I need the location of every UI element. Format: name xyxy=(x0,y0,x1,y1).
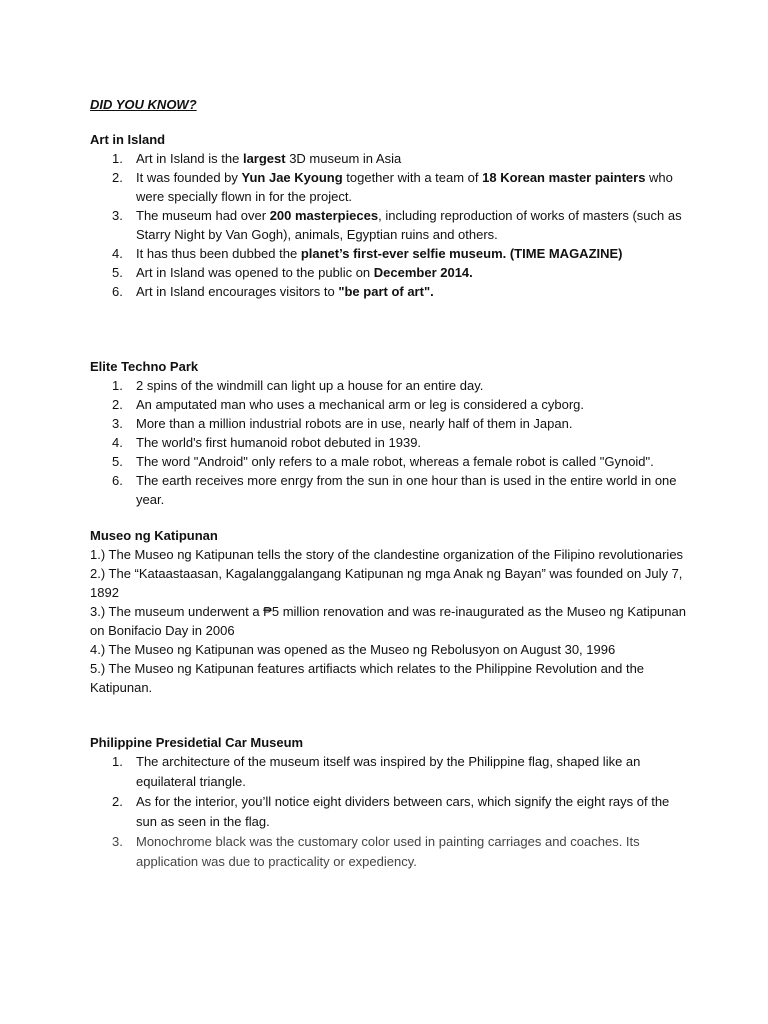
list-item xyxy=(90,752,690,792)
item-text: An amputated man who uses a mechanical arm or leg is considered a cyborg. xyxy=(136,397,585,412)
item-text: , including reproduction of works of masters (such as Starry Night by Van Gogh), animals, Egyptian ruins and others. xyxy=(136,208,682,242)
list-item xyxy=(90,471,690,509)
page-title: DID YOU KNOW? xyxy=(90,97,197,112)
item-number: 3. xyxy=(112,834,123,849)
list-item xyxy=(90,792,690,832)
item-bold-text: largest xyxy=(242,151,286,166)
list-item: 1.) The Museo ng Katipunan tells the story of the clandestine organization of the Filipino revolutionaries xyxy=(90,547,684,562)
list-item xyxy=(90,832,690,872)
item-text: Art in Island was opened to the public on xyxy=(136,265,374,280)
list-item xyxy=(90,376,690,395)
document-page xyxy=(90,95,690,872)
item-text: As for the interior, you’ll notice eight dividers between cars, which signify the eight rays of the sun as seen in the flag. xyxy=(136,794,670,829)
section-title-elite-techno-park: Elite Techno Park xyxy=(90,359,199,374)
list-item: 2.) The “Kataastaasan, Kagalanggalangang Katipunan ng mga Anak ng Bayan” was founded on July 7, 1892 xyxy=(90,566,683,600)
item-number: 1. xyxy=(112,378,123,393)
item-text: Art in Island is the xyxy=(136,151,243,166)
list-item: 5.) The Museo ng Katipunan features artifiacts which relates to the Philippine Revolution and the Katipunan. xyxy=(90,661,645,695)
list-item xyxy=(90,395,690,414)
list-item xyxy=(90,206,690,244)
item-text: 2 spins of the windmill can light up a house for an entire day. xyxy=(136,378,484,393)
item-bold-text: planet’s first-ever selfie museum. (TIME MAGAZINE) xyxy=(300,246,623,261)
item-text: Monochrome black was the customary color used in painting carriages and coaches. Its application was due to practicality or expediency. xyxy=(136,834,640,869)
list-item xyxy=(90,149,690,168)
item-bold-text: 18 Korean master painters xyxy=(482,170,646,185)
museo-ng-katipunan-list xyxy=(90,545,690,697)
item-number: 4. xyxy=(112,246,123,261)
art-in-island-list xyxy=(90,149,690,301)
spacer xyxy=(90,301,690,357)
list-item xyxy=(90,282,690,301)
item-number: 1. xyxy=(112,151,123,166)
item-text: It was founded by xyxy=(136,170,242,185)
item-text: Art in Island encourages visitors to xyxy=(136,284,339,299)
list-item xyxy=(90,452,690,471)
item-text: The architecture of the museum itself was inspired by the Philippine flag, shaped like an equilateral triangle. xyxy=(136,754,641,789)
list-item: 4.) The Museo ng Katipunan was opened as the Museo ng Rebolusyon on August 30, 1996 xyxy=(90,642,616,657)
list-item: 3.) The museum underwent a ₱5 million renovation and was re-inaugurated as the Museo ng Katipunan on Bonifacio Day in 2006 xyxy=(90,604,686,638)
item-number: 1. xyxy=(112,754,123,769)
item-bold-text: 200 masterpieces xyxy=(269,208,379,223)
item-bold-text: December 2014. xyxy=(373,265,473,280)
item-text: The museum had over xyxy=(136,208,270,223)
item-number: 2. xyxy=(112,397,123,412)
item-bold-text: "be part of art". xyxy=(338,284,434,299)
item-text: It has thus been dubbed the xyxy=(136,246,301,261)
section-title-presidential-car-museum: Philippine Presidetial Car Museum xyxy=(90,735,304,750)
elite-techno-park-list xyxy=(90,376,690,509)
item-text: The earth receives more enrgy from the sun in one hour than is used in the entire world in one year. xyxy=(136,473,677,507)
item-text: The world's first humanoid robot debuted in 1939. xyxy=(136,435,422,450)
item-number: 4. xyxy=(112,435,123,450)
item-text: together with a team of xyxy=(342,170,483,185)
item-number: 5. xyxy=(112,265,123,280)
item-number: 2. xyxy=(112,794,123,809)
list-item xyxy=(90,244,690,263)
item-text: The word "Android" only refers to a male robot, whereas a female robot is called "Gynoid". xyxy=(136,454,654,469)
item-number: 6. xyxy=(112,473,123,488)
item-number: 3. xyxy=(112,416,123,431)
item-number: 3. xyxy=(112,208,123,223)
list-item xyxy=(90,433,690,452)
spacer xyxy=(90,697,690,733)
list-item xyxy=(90,168,690,206)
section-title-art-in-island: Art in Island xyxy=(90,132,166,147)
list-item xyxy=(90,414,690,433)
section-title-museo-ng-katipunan: Museo ng Katipunan xyxy=(90,528,218,543)
presidential-car-museum-list xyxy=(90,752,690,872)
spacer xyxy=(90,509,690,526)
item-number: 2. xyxy=(112,170,123,185)
item-number: 6. xyxy=(112,284,123,299)
item-text: who were specially flown in for the project. xyxy=(136,170,673,204)
item-text: More than a million industrial robots are in use, nearly half of them in Japan. xyxy=(136,416,573,431)
item-text: 3D museum in Asia xyxy=(285,151,402,166)
item-bold-text: Yun Jae Kyoung xyxy=(241,170,343,185)
list-item xyxy=(90,263,690,282)
item-number: 5. xyxy=(112,454,123,469)
